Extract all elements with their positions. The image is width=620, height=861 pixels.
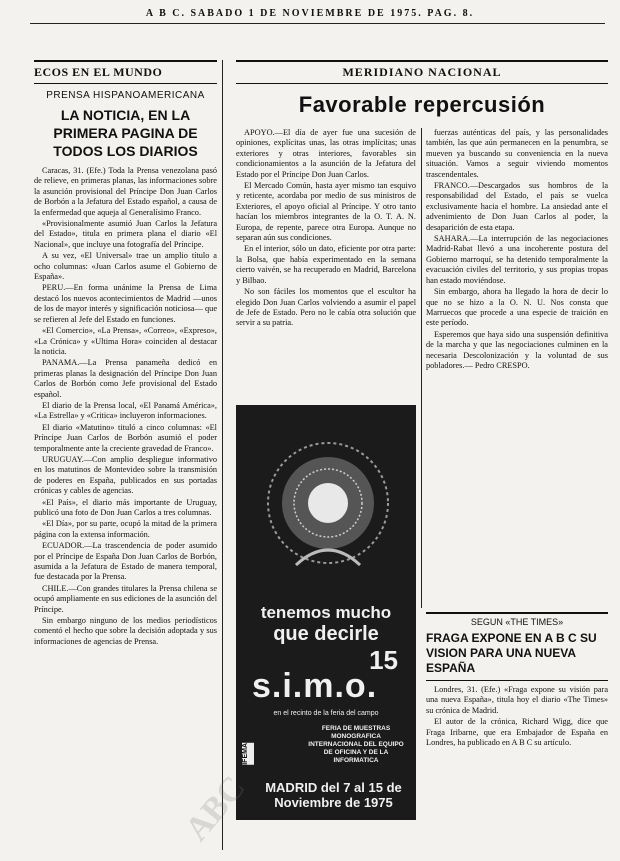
times-tag: SEGUN «THE TIMES» <box>426 612 608 627</box>
paragraph: A su vez, «El Universal» trae un amplio título a ocho columnas: «Juan Carlos asume el Gobierno de España». <box>34 251 217 282</box>
ad-brand: s.i.m.o. <box>252 667 378 705</box>
meridiano-col1 <box>236 128 416 400</box>
paragraph: «El Día», por su parte, ocupó la mitad de la primera página con la extensa información. <box>34 519 217 539</box>
paragraph: PERU.—En forma unánime la Prensa de Lima destacó los nuevos acontecimientos de Madrid —unos de los de mayor interés y significación noticiosa— que se refieren al Jefe del Estado en funciones. <box>34 283 217 324</box>
paragraph: FRANCO.—Descargados sus hombros de la responsabilidad del Estado, el país se vuelca exclusivamente hacia el hombre. La ansiedad ante el advenimiento de Don Juan Carlos al poder, la desaparición de esta etapa. <box>426 181 608 232</box>
paragraph: «Provisionalmente asumió Juan Carlos la Jefatura del Estado», titula en primera plana el diario «El Nacional», que incluye una fotografía del Príncipe. <box>34 219 217 249</box>
paragraph: El autor de la crónica, Richard Wigg, dice que Fraga Iribarne, que era Embajador de España en Londres, ha publicado en A B C su artículo. <box>426 717 608 748</box>
paragraph: El diario de la Prensa local, «El Panamá América», «La Estrella» y «Critica» incluyeron informaciones. <box>34 400 217 421</box>
ad-line2: que decirle <box>273 623 379 645</box>
paragraph: APOYO.—El día de ayer fue una sucesión de opiniones, explícitas unas, las otras implícitas; unas exteriores y otras interiores, favorables sin condicionamientos a la asunción de la Jefatura del Estado por el Príncipe Don Juan Carlos. <box>236 128 416 179</box>
column-divider <box>222 60 223 850</box>
ad-dates: MADRID del 7 al 15 de Noviembre de 1975 <box>265 780 402 810</box>
paragraph: En el interior, sólo un dato, eficiente por otra parte: la Bolsa, que había experimentado en la semana cierto vaivén, se ha recuperado en Madrid, Barcelona y Bilbao. <box>236 244 416 285</box>
times-body <box>426 685 608 748</box>
meridiano-title: MERIDIANO NACIONAL <box>342 65 502 79</box>
ad-tagline: en el recinto de la feria del campo <box>273 710 379 717</box>
paragraph: URUGUAY.—Con amplio despliegue informativo en los matutinos de Montevideo sobre la transmisión de poderes en España, publicados en sus portadas crónicas y cables de agencias. <box>34 454 217 496</box>
meridiano-headline: Favorable repercusión <box>298 92 546 117</box>
paragraph: No son fáciles los momentos que el escultor ha elegido Don Juan Carlos volviendo a asumir el papel de Jefe de Estado. Pero no le cabía otra solución que servir a su patria. <box>236 287 416 328</box>
header-rule <box>30 23 605 24</box>
paragraph: fuerzas auténticas del país, y las personalidades también, las que aún permanecen en la penumbra, se mueven ya buscando su conveniencia en la nueva situación. Vamos a seguir viviendo momentos trascendentales. <box>426 128 608 179</box>
paragraph: Esperemos que haya sido una suspensión definitiva de la marcha y que las negociaciones culminen en la necesaria Descolonización y la voluntad de sus pobladores.— Pedro CRESPO. <box>426 329 608 370</box>
paragraph: Sin embargo, ahora ha llegado la hora de decir lo que no se hizo a la O. N. U. Nos consta que Marruecos que procede a una especie de traición en este período. <box>426 287 608 328</box>
ad-fair: FERIA DE MUESTRAS MONOGRAFICA INTERNACIONAL DEL EQUIPO DE OFICINA Y DE LA INFORMATICA <box>308 725 404 764</box>
ad-vertical-label: IFEMA <box>242 743 254 765</box>
page-header: A B C. SABADO 1 DE NOVIEMBRE DE 1975. PAG. 8. <box>145 8 475 19</box>
paragraph: SAHARA.—La interrupción de las negociaciones Madrid-Rabat llevó a una incoherente postura del Gobierno marroquí, se ha detenido temporalmente la evacuación civiles del territorio, y sus propias tropas han estado moviéndose. <box>426 234 608 285</box>
simo-advertisement <box>236 405 416 820</box>
paragraph: Londres, 31. (Efe.) «Fraga expone su visión para una nueva España», titula hoy el diario «The Times» su crónica de Madrid. <box>426 685 608 715</box>
paragraph: «El Comercio», «La Prensa», «Correo», «Expreso», «La Crónica» y «Ultima Hora» coinciden al destacar la noticia. <box>34 326 217 356</box>
paragraph: ECUADOR.—La trascendencia de poder asumido por el Príncipe de España Don Juan Carlos de Borbón, asumida a la Jefatura de Estado de manera temporal, fue destacada por la Prensa. <box>34 541 217 582</box>
left-column <box>34 60 217 850</box>
section-heading <box>34 60 217 84</box>
times-headline: FRAGA EXPONE EN A B C SU VISION PARA UNA NUEVA ESPAÑA <box>426 631 608 681</box>
paragraph: Caracas, 31. (Efe.) Toda la Prensa venezolana pasó de relieve, en primeras planas, las informaciones sobre la asunción provisional del Príncipe Don Juan Carlos de Borbón a la Jefatura del Estado español, a causa de la enfermedad que aqueja al Generalísimo Franco. <box>34 166 217 217</box>
subsection-title: PRENSA HISPANOAMERICANA <box>46 90 205 101</box>
times-article <box>426 612 608 852</box>
ad-number: 15 <box>369 645 398 675</box>
section-title: ECOS EN EL MUNDO <box>34 65 163 79</box>
paragraph: Sin embargo ninguno de los medios periodísticos comentó el hecho que sobre la decisión adoptada y sus informaciones de agencias de Prensa. <box>34 616 217 646</box>
paragraph: «El País», el diario más importante de Uruguay, publicó una foto de Don Juan Carlos a tres columnas. <box>34 497 217 517</box>
paragraph: PANAMA.—La Prensa panameña dedicó en primeras planas la designación del Príncipe Don Juan Carlos de Borbón como Jefe provisional del Estado español. <box>34 358 217 399</box>
ad-line1: tenemos mucho <box>260 603 392 622</box>
inner-divider <box>421 128 422 608</box>
paragraph: El diario «Matutino» tituló a cinco columnas: «El Príncipe Juan Carlos de Borbón asumió el poder temporalmente ante la creciente gravedad de Franco». <box>34 422 217 453</box>
watermark: ABC <box>178 769 253 849</box>
ad-head-graphic <box>236 415 416 595</box>
meridiano-col2 <box>426 128 608 608</box>
left-article <box>34 166 217 647</box>
left-headline: LA NOTICIA, EN LA PRIMERA PAGINA DE TODOS LOS DIARIOS <box>53 107 198 159</box>
paragraph: CHILE.—Con grandes titulares la Prensa chilena se ocupó ampliamente en sus ediciones de la asunción del Príncipe. <box>34 583 217 614</box>
paragraph: El Mercado Común, hasta ayer mismo tan esquivo y reticente, acordaba por medio de sus ministros de Exteriores, el apoyo oficial al Príncipe. Y otro tanto hacían los miembros integrantes de la O. T. A. N. Europa, de repente, parece otra Europa. Aunque no separan aún sus condiciones. <box>236 181 416 243</box>
